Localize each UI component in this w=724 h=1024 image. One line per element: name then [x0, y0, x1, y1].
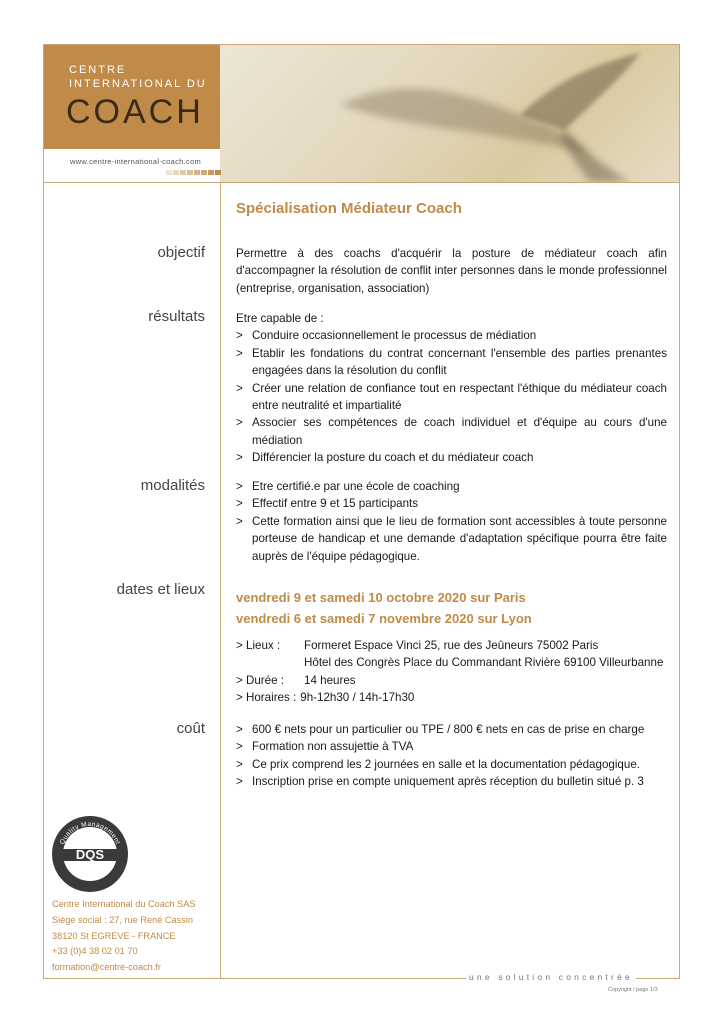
lieux-block: [236, 637, 667, 707]
modalites-block: [236, 478, 667, 565]
duree-value: 14 heures: [304, 673, 356, 687]
list-item: > 600 € nets pour un particulier ou TPE / 800 € nets en cas de prise en charge: [236, 721, 667, 738]
phone: +33 (0)4 38 02 01 70: [52, 946, 138, 957]
lieux-key: > Lieux :: [236, 639, 281, 652]
list-item: > Inscription prise en compte uniquement après réception du bulletin situé p. 3: [236, 773, 667, 790]
banner-image: [220, 45, 679, 182]
header-divider: [44, 182, 679, 183]
label-cout: coût: [176, 720, 205, 737]
date-paris: vendredi 9 et samedi 10 octobre 2020 sur Paris: [236, 590, 526, 605]
decorative-squares: [166, 170, 221, 175]
list-item: > Différencier la posture du coach et du médiateur coach: [236, 449, 667, 466]
horaires-row: [236, 689, 667, 706]
website-url[interactable]: www.centre-international-coach.com: [70, 157, 202, 166]
dqs-certification-seal: [49, 813, 131, 900]
list-item: > Cette formation ainsi que le lieu de formation sont accessibles à toute personne porteuse de handicap et une demande d'adaptation spécifique pourra être faite auprès de l'équipe pédagogique.: [236, 513, 667, 565]
list-item: > Etre certifié.e par une école de coaching: [236, 478, 667, 495]
list-item: > Ce prix comprend les 2 journées en salle et la documentation pédagogique.: [236, 756, 667, 773]
label-modalites: modalités: [140, 477, 205, 494]
address-line-1: Siège social : 27, rue René Cassin: [52, 914, 193, 925]
lieux-value-1: Formeret Espace Vinci 25, rue des Jeûneurs 75002 Paris: [304, 639, 599, 652]
dates-block: [236, 587, 532, 629]
list-item: > Conduire occasionnellement le processus de médiation: [236, 327, 667, 344]
objectif-text: Permettre à des coachs d'acquérir la posture de médiateur coach afin d'accompagner la résolution de conflit inter personnes dans le monde professionnel (entreprise, organisation, association): [236, 247, 667, 295]
website-strip: [44, 149, 220, 183]
list-item: > Créer une relation de confiance tout en respectant l'éthique du médiateur coach entre neutralité et impartialité: [236, 380, 667, 415]
label-resultats: résultats: [148, 308, 205, 325]
bird-illustration: [220, 45, 679, 182]
lieux-row-2: [236, 654, 667, 671]
page-title: Spécialisation Médiateur Coach: [236, 200, 462, 217]
horaires-key: > Horaires :: [236, 691, 297, 705]
copyright: Copyright / page 1/3: [608, 987, 658, 993]
column-divider: [220, 183, 221, 979]
duree-key: > Durée :: [236, 673, 285, 687]
resultats-block: [236, 310, 667, 467]
resultats-list: [236, 327, 667, 466]
list-item: > Etablir les fondations du contrat concernant l'ensemble des parties prenantes engagées dans la résolution du conflit: [236, 345, 667, 380]
date-lyon: vendredi 6 et samedi 7 novembre 2020 sur Lyon: [236, 611, 532, 626]
list-item: > Associer ses compétences de coach individuel et d'équipe au cours d'une médiation: [236, 414, 667, 449]
company-name: Centre International du Coach SAS: [52, 899, 196, 909]
footer-address: [52, 897, 196, 976]
address-line-2: 38120 St EGREVE - FRANCE: [52, 930, 176, 941]
cout-list: [236, 721, 667, 791]
logo-line-centre: CENTRE: [69, 64, 127, 76]
lieux-value-2: Hôtel des Congrès Place du Commandant Rivière 69100 Villeurbanne: [304, 656, 664, 670]
tagline: une solution concentrée: [466, 972, 636, 982]
logo-coach: COACH: [66, 93, 204, 131]
cout-block: [236, 721, 667, 791]
list-item: > Effectif entre 9 et 15 participants: [236, 495, 667, 512]
resultats-intro: Etre capable de :: [236, 312, 324, 325]
seal-bottom-text: ISO 9001: [74, 869, 106, 881]
email-link[interactable]: formation@centre-coach.fr: [52, 962, 161, 973]
logo-line-international: INTERNATIONAL DU: [69, 78, 207, 90]
list-item: > Formation non assujettie à TVA: [236, 738, 667, 755]
duree-row: [236, 672, 667, 689]
lieux-row: [236, 637, 667, 654]
label-dates: dates et lieux: [116, 581, 205, 598]
modalites-list: [236, 478, 667, 565]
logo: [44, 45, 220, 149]
horaires-value: 9h-12h30 / 14h-17h30: [300, 691, 415, 705]
seal-top-text: Quality Management: [58, 820, 122, 846]
seal-letters: DQS: [75, 847, 105, 862]
label-objectif: objectif: [157, 244, 205, 261]
